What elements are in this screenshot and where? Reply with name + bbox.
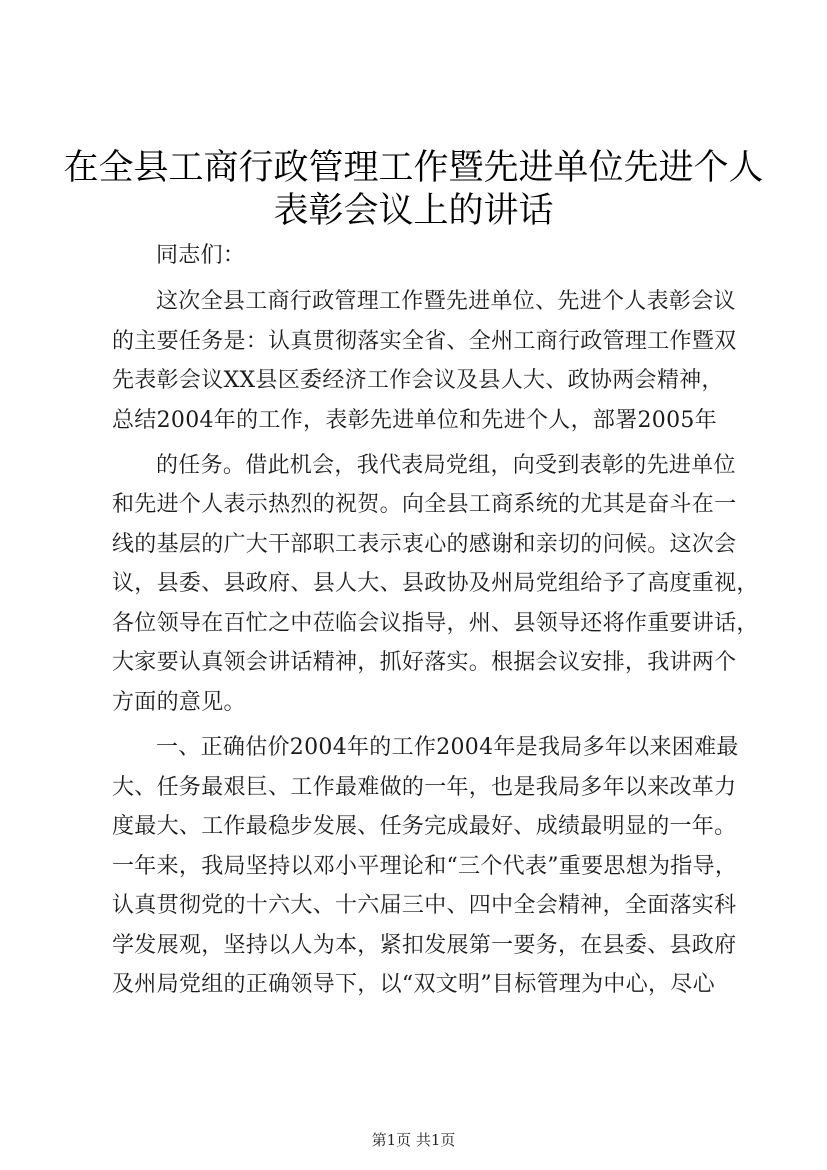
- body-line: 一年来，我局坚持以邓小平理论和“三个代表”重要思想为指导，: [112, 854, 738, 879]
- body-line: 认真贯彻党的十六大、十六届三中、四中全会精神，全面落实科: [112, 893, 737, 918]
- body-line: 方面的意见。: [112, 690, 246, 715]
- body-line: 的任务。借此机会，我代表局党组，向受到表彰的先进单位: [156, 453, 736, 478]
- section-heading-line: 一、正确估价2004年的工作2004年是我局多年以来困难最: [156, 735, 739, 760]
- body-line: 和先进个人表示热烈的祝贺。向全县工商系统的尤其是奋斗在一: [112, 492, 737, 517]
- body-line: 大、任务最艰巨、工作最难做的一年，也是我局多年以来改革力: [112, 775, 737, 800]
- body-line: 度最大、工作最稳步发展、任务完成最好、成绩最明显的一年。: [112, 814, 737, 839]
- document-title-line-1: 在全县工商行政管理工作暨先进单位先进个人: [63, 148, 764, 188]
- body-line: 及州局党组的正确领导下，以“双文明”目标管理为中心，尽心: [112, 972, 715, 997]
- body-line: 各位领导在百忙之中莅临会议指导，州、县领导还将作重要讲话，: [112, 611, 759, 636]
- document-title-line-2: 表彰会议上的讲话: [273, 191, 554, 231]
- body-line: 这次全县工商行政管理工作暨先进单位、先进个人表彰会议: [156, 289, 736, 314]
- page-footer: 第1页 共1页: [371, 1131, 456, 1149]
- body-line: 学发展观，坚持以人为本，紧扣发展第一要务，在县委、县政府: [112, 933, 737, 958]
- body-line: 议，县委、县政府、县人大、县政协及州局党组给予了高度重视，: [112, 571, 759, 596]
- body-line: 的主要任务是：认真贯彻落实全省、全州工商行政管理工作暨双: [112, 329, 737, 354]
- body-line: 线的基层的广大干部职工表示衷心的感谢和亲切的问候。这次会: [112, 532, 737, 557]
- body-line: 总结2004年的工作，表彰先进单位和先进个人，部署2005年: [112, 408, 717, 433]
- body-line: 先表彰会议XX县区委经济工作会议及县人大、政协两会精神，: [112, 368, 724, 393]
- body-line: 大家要认真领会讲话精神，抓好落实。根据会议安排，我讲两个: [112, 650, 737, 675]
- salutation: 同志们：: [156, 243, 246, 268]
